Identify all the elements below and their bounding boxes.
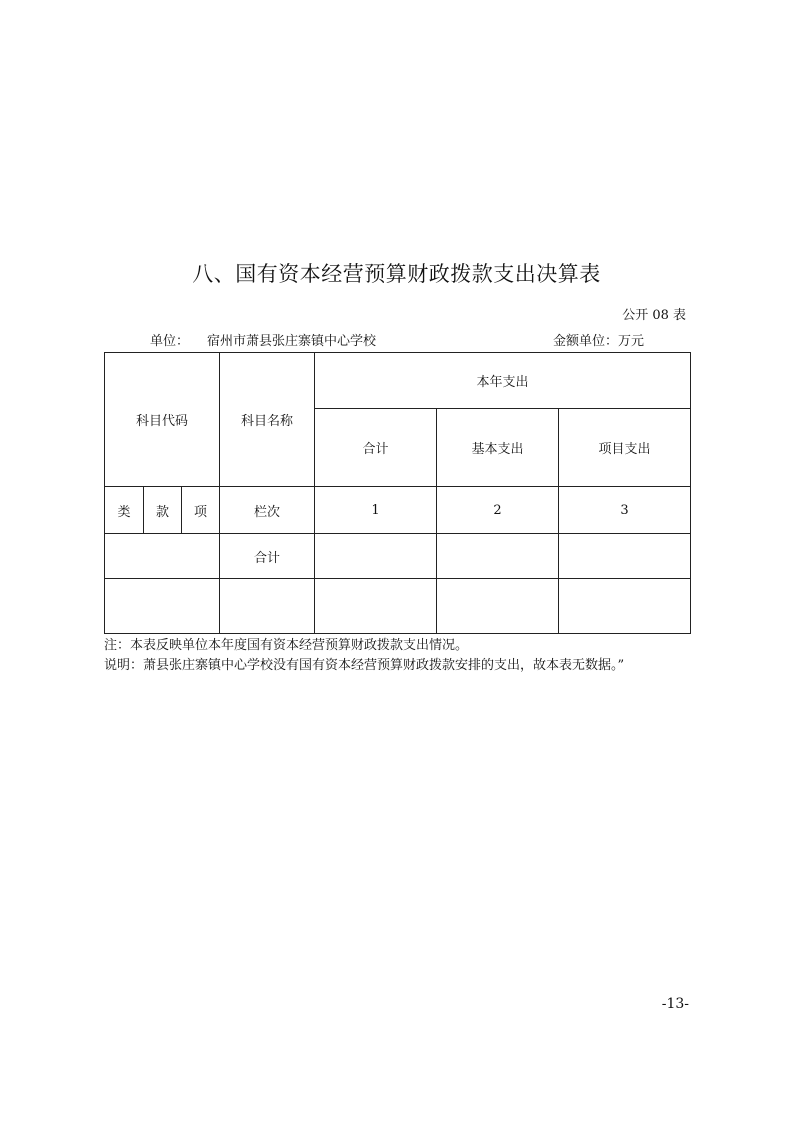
explanation-text: 说明：萧县张庄寨镇中心学校没有国有资本经营预算财政拨款安排的支出，故本表无数据。” bbox=[104, 658, 625, 673]
empty-row-project bbox=[559, 579, 691, 634]
amount-unit: 金额单位：万元 bbox=[553, 334, 645, 349]
unit-label: 单位： bbox=[150, 334, 190, 349]
notes bbox=[104, 636, 624, 676]
empty-row-basic bbox=[437, 579, 559, 634]
empty-row-code bbox=[105, 579, 220, 634]
total-row-total bbox=[315, 534, 437, 579]
page-number: -13- bbox=[661, 996, 689, 1012]
empty-row-name bbox=[220, 579, 315, 634]
table-header-row bbox=[105, 353, 691, 409]
cell-column-order: 栏次 bbox=[220, 487, 315, 534]
total-row-project bbox=[559, 534, 691, 579]
note-text: 注：本表反映单位本年度国有资本经营预算财政拨款支出情况。 bbox=[104, 638, 469, 653]
cell-lei: 类 bbox=[105, 487, 144, 534]
expense-table bbox=[104, 352, 691, 634]
total-row-code bbox=[105, 534, 220, 579]
cell-col-3: 3 bbox=[559, 487, 691, 534]
total-row bbox=[105, 534, 691, 579]
empty-row-total bbox=[315, 579, 437, 634]
total-row-label: 合计 bbox=[220, 534, 315, 579]
cell-col-1: 1 bbox=[315, 487, 437, 534]
header-total: 合计 bbox=[315, 409, 437, 487]
header-project-expense: 项目支出 bbox=[559, 409, 691, 487]
header-basic-expense: 基本支出 bbox=[437, 409, 559, 487]
header-current-year-expense: 本年支出 bbox=[315, 353, 691, 409]
header-subject-name: 科目名称 bbox=[220, 353, 315, 487]
total-row-basic bbox=[437, 534, 559, 579]
cell-xiang: 项 bbox=[182, 487, 220, 534]
unit-line bbox=[150, 330, 376, 349]
cell-col-2: 2 bbox=[437, 487, 559, 534]
cell-kuan: 款 bbox=[144, 487, 182, 534]
form-number: 公开 08 表 bbox=[622, 308, 686, 323]
header-subject-code: 科目代码 bbox=[105, 353, 220, 487]
unit-name: 宿州市萧县张庄寨镇中心学校 bbox=[207, 334, 377, 349]
page-title: 八、国有资本经营预算财政拨款支出决算表 bbox=[192, 262, 601, 286]
empty-row bbox=[105, 579, 691, 634]
column-order-row bbox=[105, 487, 691, 534]
